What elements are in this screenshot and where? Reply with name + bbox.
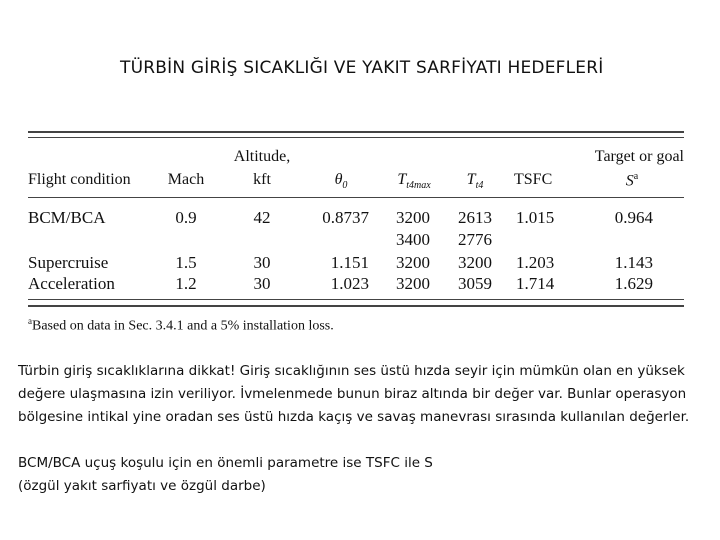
t4max-symbol: T	[397, 171, 407, 188]
cell-condition: Acceleration	[28, 274, 115, 293]
cell-mach: 1.2	[175, 274, 197, 293]
cell-theta0: 1.151	[330, 253, 369, 272]
cell-t4max: 3400	[396, 230, 430, 249]
page-title: TÜRBİN GİRİŞ SICAKLIĞI VE YAKIT SARFİYATI HEDEFLERİ	[120, 58, 604, 78]
t4max-subscript: t4max	[406, 180, 431, 192]
cell-tsfc: 1.203	[516, 253, 555, 272]
targets-table	[28, 131, 684, 336]
header-target-line1: Target or goal	[594, 148, 684, 165]
target-s-symbol: S	[625, 172, 634, 190]
cell-tt4: 3059	[458, 274, 492, 293]
cell-altitude: 30	[253, 274, 271, 293]
header-tt4	[467, 171, 484, 191]
cell-theta0: 0.8737	[322, 208, 369, 227]
paragraph-bcm-line2: (özgül yakıt sarfiyatı ve özgül darbe)	[18, 478, 266, 494]
table-bottom-rule-outer	[28, 305, 684, 307]
theta-subscript: 0	[342, 180, 348, 192]
footnote-text: Based on data in Sec. 3.4.1 and a 5% installation loss.	[32, 318, 334, 334]
cell-condition: Supercruise	[28, 253, 109, 272]
header-flight-condition: Flight condition	[28, 171, 131, 188]
cell-t4max: 3200	[396, 253, 430, 272]
cell-tt4: 2613	[458, 208, 492, 227]
header-altitude-line2: kft	[253, 171, 271, 188]
header-tsfc: TSFC	[514, 171, 553, 188]
cell-tt4: 2776	[458, 230, 492, 249]
cell-condition: BCM/BCA	[28, 208, 106, 227]
footnote-marker: a	[28, 316, 32, 326]
tt4-subscript: t4	[475, 180, 484, 192]
target-s-superscript: a	[633, 171, 639, 182]
cell-mach: 1.5	[175, 253, 197, 272]
cell-s: 1.143	[614, 253, 653, 272]
cell-altitude: 30	[253, 253, 271, 272]
cell-tt4: 3200	[458, 253, 492, 272]
cell-theta0: 1.023	[330, 274, 369, 293]
header-mach: Mach	[167, 171, 205, 188]
paragraph-bcm-line1: BCM/BCA uçuş koşulu için en önemli parametre ise TSFC ile S	[18, 455, 433, 471]
table-footnote	[28, 316, 334, 335]
header-altitude-line1: Altitude,	[233, 148, 291, 165]
cell-tsfc: 1.714	[516, 274, 555, 293]
theta-symbol: θ	[334, 171, 343, 188]
table-top-rule	[28, 131, 684, 133]
header-theta0	[335, 171, 348, 191]
header-target-s	[626, 171, 638, 190]
tt4-symbol: T	[466, 171, 476, 188]
table-bottom-rule	[28, 299, 684, 300]
table-header-rule	[28, 197, 684, 198]
cell-altitude: 42	[253, 208, 271, 227]
paragraph-turbine-note: Türbin giriş sıcaklıklarına dikkat! Giriş sıcaklığının ses üstü hızda seyir için mümkün olan en yüksek değere ulaşmasına izin veriliyor. İvmelenmede bunun biraz altında bir değer var. Bunlar operasyon bölgesine intikal yine oradan ses üstü hızda kaçış ve savaş manevrası sırasında kullanılan değerler.	[18, 363, 690, 425]
body-text	[18, 360, 710, 498]
header-t4max	[397, 171, 430, 191]
cell-s: 0.964	[614, 208, 653, 227]
cell-t4max: 3200	[396, 274, 430, 293]
cell-tsfc: 1.015	[516, 208, 555, 227]
table-top-rule-inner	[28, 137, 684, 138]
cell-t4max: 3200	[396, 208, 430, 227]
cell-mach: 0.9	[175, 208, 197, 227]
cell-s: 1.629	[614, 274, 653, 293]
